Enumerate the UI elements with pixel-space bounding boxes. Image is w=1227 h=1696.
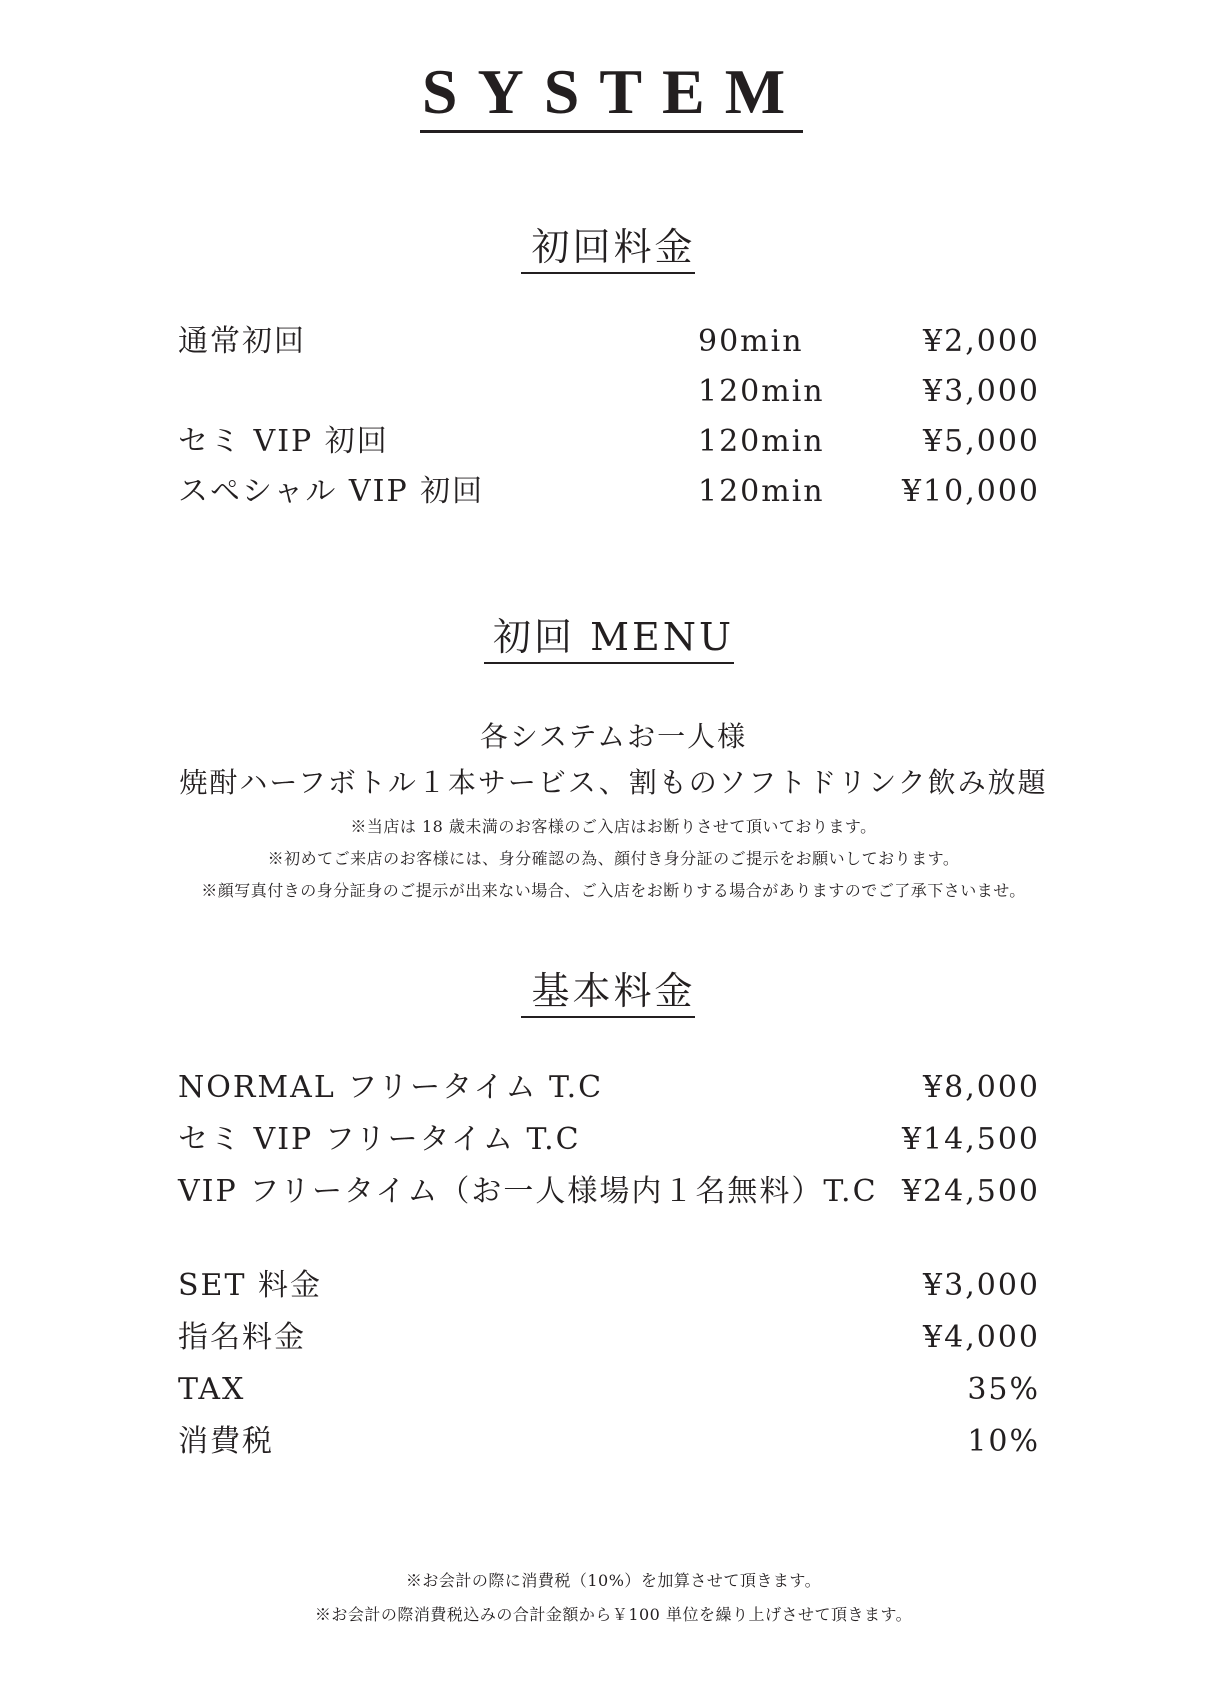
free-time-label: セミ VIP フリータイム T.C [178,1122,581,1157]
fee-label: 指名料金 [178,1320,306,1355]
page-title: SYSTEM [421,56,806,127]
first-visit-row-label: 通常初回 [178,324,306,359]
first-visit-row-price: ¥2,000 [923,324,1040,359]
fee-value: 35% [967,1372,1040,1407]
first-visit-row-duration: 120min [698,374,825,409]
notice-text: ※顔写真付きの身分証身のご提示が出来ない場合、ご入店をお断りする場合がありますのでご了承下さいませ。 [201,881,1026,900]
free-time-price: ¥8,000 [923,1070,1040,1105]
section-heading-first-menu: 初回 MENU [492,615,734,659]
menu-line: 焼酎ハーフボトル１本サービス、割ものソフトドリンク飲み放題 [179,766,1048,799]
free-time-label: VIP フリータイム（お一人様場内１名無料）T.C [178,1174,878,1209]
free-time-price: ¥14,500 [901,1122,1040,1157]
title-underline [420,130,803,133]
notice-text: ※初めてご来店のお客様には、身分確認の為、顔付き身分証のご提示をお願いしております。 [267,849,960,868]
first-visit-row-label: スペシャル VIP 初回 [178,474,485,509]
section-underline [484,662,734,664]
first-visit-row-price: ¥5,000 [923,424,1040,459]
first-visit-row-price: ¥3,000 [923,374,1040,409]
fee-label: SET 料金 [178,1268,322,1303]
fee-value: ¥4,000 [923,1320,1040,1355]
free-time-label: NORMAL フリータイム T.C [178,1070,604,1105]
first-visit-row-duration: 90min [698,324,804,359]
menu-line: 各システムお一人様 [479,720,748,753]
first-visit-row-duration: 120min [698,424,825,459]
section-heading-basic: 基本料金 [531,969,696,1013]
fee-value: 10% [967,1424,1040,1459]
first-visit-row-duration: 120min [698,474,825,509]
free-time-price: ¥24,500 [901,1174,1040,1209]
first-visit-row-price: ¥10,000 [901,474,1040,509]
fee-label: 消費税 [178,1424,274,1459]
fee-value: ¥3,000 [923,1268,1040,1303]
first-visit-row-label: セミ VIP 初回 [178,424,389,459]
notice-text: ※当店は 18 歳未満のお客様のご入店はお断りさせて頂いております。 [350,817,877,836]
footer-note: ※お会計の際に消費税（10%）を加算させて頂きます。 [405,1571,822,1590]
section-heading-first-visit: 初回料金 [531,225,696,269]
fee-label: TAX [178,1372,246,1407]
section-underline [521,272,695,274]
footer-note: ※お会計の際消費税込みの合計金額から￥100 単位を繰り上げさせて頂きます。 [314,1605,913,1624]
section-underline [521,1016,695,1018]
